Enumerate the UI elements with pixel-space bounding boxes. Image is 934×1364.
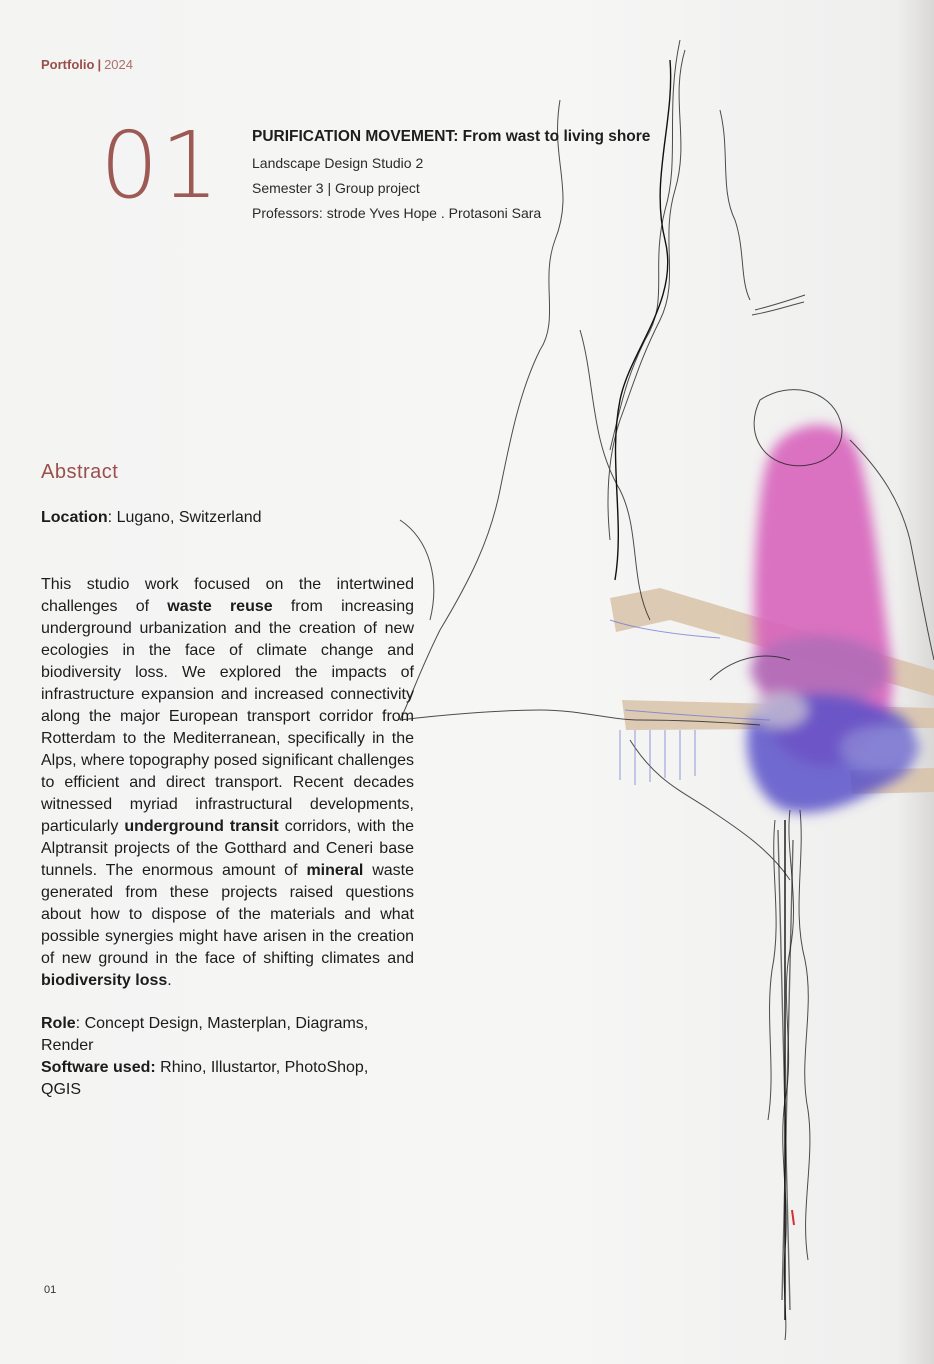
location-value: : Lugano, Switzerland [107,509,262,526]
header-year: 2024 [104,57,133,72]
role-value: : Concept Design, Masterplan, Diagrams, Render [41,1015,369,1054]
software-line [41,1057,401,1101]
body-text-4: waste generated from these projects raised questions about how to dispose of the materials and what possible synergies might have arisen in the creation of new ground in the face of shifting climates and [41,862,415,967]
page-number: 01 [44,1284,57,1296]
header-brand: Portfolio [41,57,95,72]
abstract-heading: Abstract [41,461,119,483]
abstract-body [41,574,414,992]
project-title: PURIFICATION MOVEMENT: From wast to living shore [252,128,651,145]
header-separator: | [97,57,102,72]
body-text-2: from increasing underground urbanization and the creation of new ecologies in the face of climate change and biodiversity loss. We explored the impacts of infrastructure expansion and increased connectivity along the major European transport corridor from Rotterdam to the Mediterranean, specifically in the Alps, where topography posed significant challenges to efficient and direct transport. Recent decades witnessed myriad infrastructural developments, particularly [41,598,414,835]
project-meta [41,1013,401,1101]
project-studio: Landscape Design Studio 2 [252,155,424,171]
location-label: Location [41,509,108,526]
software-label: Software used: [41,1059,156,1076]
body-emphasis-1: waste reuse [167,598,273,615]
project-semester: Semester 3 | Group project [252,180,420,196]
project-professors: Professors: strode Yves Hope . Protasoni Sara [252,205,542,221]
body-text-1: This studio work focused on the intertwined challenges of [41,576,414,615]
body-emphasis-2: underground transit [124,818,279,835]
sketch-artwork [380,20,934,1350]
project-number: 01 [100,112,222,219]
role-label: Role [41,1015,76,1032]
body-text-3: corridors, with the Alptransit projects of the Gotthard and Ceneri base tunnels. The enormous amount of [41,818,414,879]
location-line [41,509,262,527]
role-line [41,1013,401,1057]
body-emphasis-3: mineral [306,862,364,879]
page-header [41,57,133,72]
body-text-5: . [167,972,172,989]
software-value: Rhino, Illustartor, PhotoShop, QGIS [41,1059,369,1098]
body-emphasis-4: biodiversity loss [41,972,168,989]
